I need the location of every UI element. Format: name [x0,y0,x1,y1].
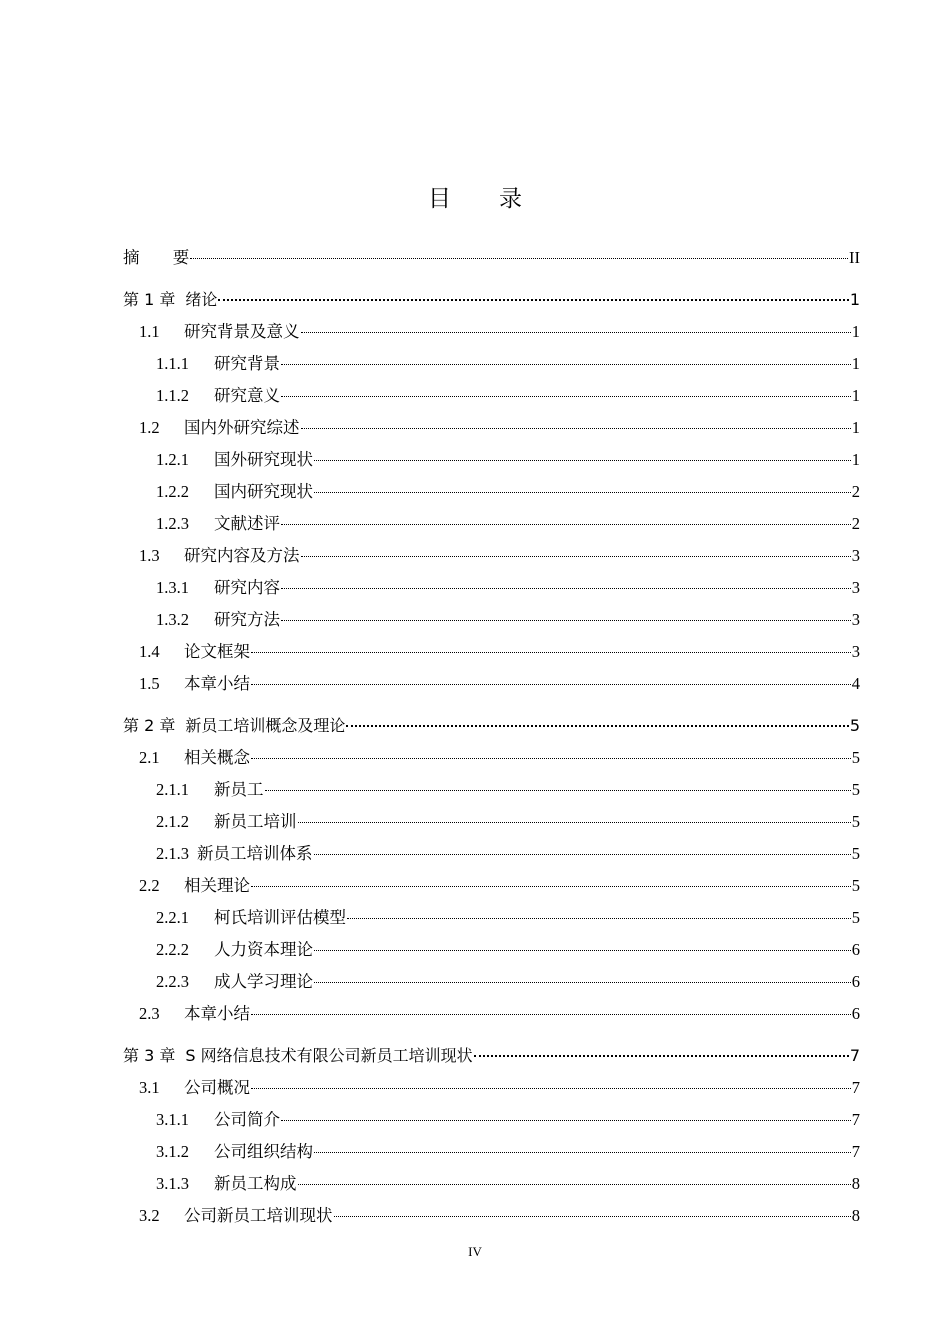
toc-entry-page: 5 [851,908,860,927]
toc-entry-label: 柯氏培训评估模型 [214,908,346,927]
toc-entry-label: 国内研究现状 [214,482,313,501]
toc-entry-label: 新员工培训体系 [197,844,313,863]
toc-entry-page: 2 [851,514,860,533]
toc-leader-dots [281,396,851,397]
toc-leader-dots [314,854,851,855]
toc-entry-page: 5 [851,780,860,799]
toc-entry-page: 6 [851,972,860,991]
toc-entry-label: 论文框架 [184,642,250,661]
toc-entry-number: 2.3 [139,1004,160,1023]
toc-entry[interactable] [123,636,860,668]
toc-entry-number: 3.1.1 [156,1110,189,1129]
toc-entry-page: 7 [851,1110,860,1129]
toc-entry[interactable] [123,476,860,508]
toc-leader-dots [301,332,851,333]
toc-leader-dots [251,886,851,887]
toc-entry-label: 国外研究现状 [214,450,313,469]
page-number: IV [468,1244,482,1259]
toc-entry[interactable] [123,710,860,742]
toc-entry-page: 8 [851,1174,860,1193]
toc-entry-label: 相关概念 [184,748,250,767]
toc-entry[interactable] [123,508,860,540]
toc-entry-label: 新员工培训概念及理论 [185,716,346,735]
toc-entry-page: 4 [851,674,860,693]
toc-entry[interactable] [123,934,860,966]
toc-leader-dots [314,1152,851,1153]
toc-entry-number: 2.1.2 [156,812,189,831]
toc-entry-number: 3.1.2 [156,1142,189,1161]
toc-leader-dots [281,620,851,621]
toc-entry-label: 摘 要 [123,248,190,267]
toc-entry-number: 3.1.3 [156,1174,189,1193]
toc-entry-label: 公司概况 [184,1078,250,1097]
toc-leader-dots [314,460,851,461]
toc-entry[interactable] [123,806,860,838]
toc-entry-number: 3.2 [139,1206,160,1225]
toc-entry-page: 8 [851,1206,860,1225]
toc-entry-label: 研究意义 [214,386,280,405]
toc-entry-number: 第 3 章 [123,1046,176,1065]
toc-entry-page: 3 [851,546,860,565]
toc-leader-dots [314,982,851,983]
toc-title-char-2: 录 [499,186,522,212]
toc-entry-label: 文献述评 [214,514,280,533]
toc-entry-page: 3 [851,610,860,629]
toc-leader-dots [251,1088,851,1089]
toc-leader-dots [298,822,851,823]
toc-entry-label: 研究内容及方法 [184,546,300,565]
toc-entry-page: 3 [851,642,860,661]
toc-entry-label: 新员工构成 [214,1174,297,1193]
toc-entry-number: 1.1 [139,322,160,341]
toc-entry-number: 1.2.1 [156,450,189,469]
toc-entry-label: 成人学习理论 [214,972,313,991]
toc-entry-page: 6 [851,940,860,959]
toc-leader-dots [251,1014,851,1015]
toc-entry-page: 2 [851,482,860,501]
toc-entry-page: 3 [851,578,860,597]
toc-entry-label: 研究背景 [214,354,280,373]
toc-entry[interactable] [123,742,860,774]
toc-leader-dots [314,492,851,493]
toc-entry[interactable] [123,540,860,572]
toc-entry-label: 新员工培训 [214,812,297,831]
toc-entry-page: 1 [851,354,860,373]
toc-entry-number: 1.4 [139,642,160,661]
toc-entry-number: 1.3 [139,546,160,565]
toc-entry-abstract[interactable] [123,242,860,274]
toc-entry-number: 2.1.1 [156,780,189,799]
toc-entry-page: 1 [851,418,860,437]
toc-entry-number: 1.2.3 [156,514,189,533]
toc-leader-dots [281,524,851,525]
toc-entry[interactable] [123,668,860,700]
toc-entry-page: 7 [849,1046,860,1065]
toc-entry-page: 1 [849,290,860,309]
toc-entry[interactable] [123,444,860,476]
toc-entry-number: 2.1 [139,748,160,767]
toc-entry-label: 绪论 [185,290,218,309]
toc-leader-dots [251,684,851,685]
toc-entry-page: 5 [849,716,860,735]
toc-entry-label: 本章小结 [184,674,250,693]
toc-entry-label: 研究内容 [214,578,280,597]
toc-leader-dots [334,1216,851,1217]
toc-entry-page: 1 [851,450,860,469]
toc-entry[interactable] [123,870,860,902]
toc-entry[interactable] [123,998,860,1030]
toc-entry[interactable] [123,1040,860,1072]
toc-leader-dots [218,299,848,301]
toc-entry-label: 人力资本理论 [214,940,313,959]
toc-entry-page: 7 [851,1142,860,1161]
toc-entry[interactable] [123,1168,860,1200]
toc-entry[interactable] [123,348,860,380]
toc-entry-number: 2.2.1 [156,908,189,927]
toc-entry[interactable] [123,966,860,998]
toc-leader-dots [301,556,851,557]
toc-entry-label: S 网络信息技术有限公司新员工培训现状 [185,1046,473,1065]
toc-entry[interactable] [123,1072,860,1104]
toc-entry-page: 5 [851,748,860,767]
toc-entry-number: 1.5 [139,674,160,693]
toc-entry-page: 5 [851,812,860,831]
toc-entry-label: 相关理论 [184,876,250,895]
toc-entry[interactable] [123,284,860,316]
toc-leader-dots [265,790,851,791]
toc-entry-label: 公司组织结构 [214,1142,313,1161]
toc-leader-dots [281,364,851,365]
toc-entry-number: 1.1.1 [156,354,189,373]
toc-entry-number: 1.3.2 [156,610,189,629]
toc-entry[interactable] [123,774,860,806]
toc-entry-page: 5 [851,844,860,863]
toc-entry-number: 2.2 [139,876,160,895]
toc-entry-number: 2.2.2 [156,940,189,959]
toc-entry-page: 5 [851,876,860,895]
toc-leader-dots [190,258,848,259]
toc-leader-dots [251,758,851,759]
toc-entry-page: 6 [851,1004,860,1023]
toc-entry-number: 第 2 章 [123,716,176,735]
toc-entry-number: 1.2 [139,418,160,437]
toc-leader-dots [314,950,851,951]
toc-entry[interactable] [123,1104,860,1136]
toc-leader-dots [251,652,851,653]
toc-entry[interactable] [123,412,860,444]
toc-leader-dots [298,1184,851,1185]
toc-entry-label: 国内外研究综述 [184,418,300,437]
toc-entry-number: 3.1 [139,1078,160,1097]
table-of-contents [123,242,860,1232]
toc-entry[interactable] [123,316,860,348]
toc-leader-dots [347,918,851,919]
toc-entry-number: 2.1.3 [156,844,189,863]
toc-entry[interactable] [123,1200,860,1232]
toc-title-char-1: 目 [428,186,451,212]
toc-entry-page: 1 [851,322,860,341]
toc-entry[interactable] [123,380,860,412]
toc-entry-number: 1.3.1 [156,578,189,597]
toc-entry-label: 研究方法 [214,610,280,629]
toc-entry[interactable] [123,902,860,934]
toc-entry-page: 7 [851,1078,860,1097]
toc-leader-dots [281,588,851,589]
toc-leader-dots [474,1055,849,1057]
toc-leader-dots [346,725,848,727]
toc-entry-label: 本章小结 [184,1004,250,1023]
toc-leader-dots [281,1120,851,1121]
toc-entry-number: 1.2.2 [156,482,189,501]
toc-entry-label: 研究背景及意义 [184,322,300,341]
toc-entry[interactable] [123,1136,860,1168]
toc-entry-label: 公司新员工培训现状 [184,1206,333,1225]
toc-entry-page: II [849,248,860,267]
toc-title [0,180,950,213]
toc-leader-dots [301,428,851,429]
toc-entry-label: 公司简介 [214,1110,280,1129]
toc-entry-number: 第 1 章 [123,290,176,309]
toc-entry-page: 1 [851,386,860,405]
toc-entry[interactable] [123,572,860,604]
toc-entry[interactable] [123,838,860,870]
toc-entry-label: 新员工 [214,780,264,799]
toc-entry-number: 2.2.3 [156,972,189,991]
toc-entry-number: 1.1.2 [156,386,189,405]
toc-entry[interactable] [123,604,860,636]
